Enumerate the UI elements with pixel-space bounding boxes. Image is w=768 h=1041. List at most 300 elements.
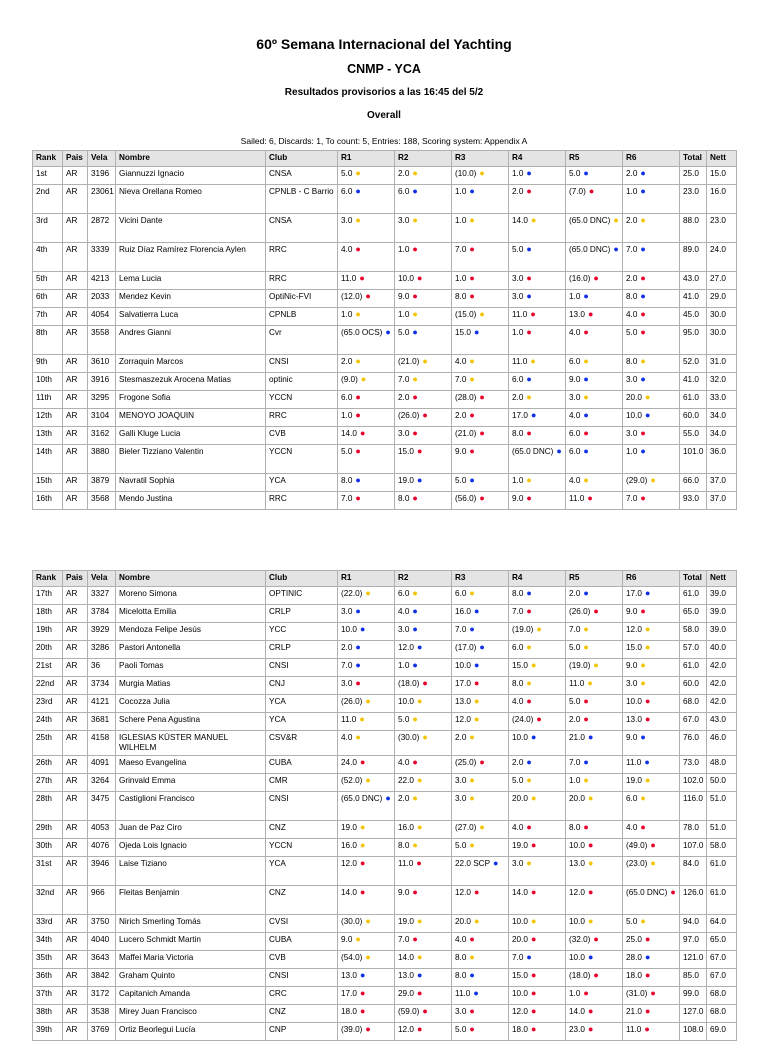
fleet-color-dot-icon: ● xyxy=(530,970,537,980)
race-5-cell xyxy=(566,713,623,731)
column-header: Club xyxy=(266,151,338,167)
race-4-cell xyxy=(509,373,566,391)
column-header: R1 xyxy=(338,151,395,167)
fleet-color-dot-icon: ● xyxy=(359,988,366,998)
table-row xyxy=(33,756,737,774)
club-cell: YCCN xyxy=(266,445,338,474)
race-1-cell xyxy=(338,391,395,409)
fleet-color-dot-icon: ● xyxy=(526,588,532,598)
vela-cell: 3946 xyxy=(88,857,116,886)
fleet-color-dot-icon: ● xyxy=(469,588,475,598)
nett-cell: 51.0 xyxy=(707,792,737,821)
race-score: 6.0 xyxy=(398,589,410,598)
fleet-color-dot-icon: ● xyxy=(473,327,480,337)
race-1-cell xyxy=(338,272,395,290)
race-6-cell xyxy=(623,427,680,445)
pais-cell: AR xyxy=(63,969,88,987)
fleet-color-dot-icon: ● xyxy=(355,168,361,178)
club-cell: CRC xyxy=(266,987,338,1005)
table-row xyxy=(33,774,737,792)
race-2-cell xyxy=(395,427,452,445)
fleet-color-dot-icon: ● xyxy=(640,493,646,503)
rank-cell: 33rd xyxy=(33,915,63,933)
fleet-color-dot-icon: ● xyxy=(587,916,594,926)
column-header: R3 xyxy=(452,151,509,167)
race-score: 8.0 xyxy=(341,476,353,485)
fleet-color-dot-icon: ● xyxy=(469,793,475,803)
race-score: 4.0 xyxy=(341,245,353,254)
fleet-color-dot-icon: ● xyxy=(526,822,532,832)
club-cell: CNJ xyxy=(266,677,338,695)
race-2-cell xyxy=(395,623,452,641)
vela-cell: 3880 xyxy=(88,445,116,474)
race-score: 8.0 xyxy=(398,494,410,503)
club-cell: CNSA xyxy=(266,214,338,243)
nett-cell: 15.0 xyxy=(707,167,737,185)
race-score: 11.0 xyxy=(626,1025,642,1034)
rank-cell: 3rd xyxy=(33,214,63,243)
fleet-color-dot-icon: ● xyxy=(640,273,646,283)
race-2-cell xyxy=(395,659,452,677)
table-row xyxy=(33,1005,737,1023)
pais-cell: AR xyxy=(63,373,88,391)
race-4-cell xyxy=(509,659,566,677)
race-6-cell xyxy=(623,792,680,821)
race-6-cell xyxy=(623,677,680,695)
race-6-cell xyxy=(623,951,680,969)
race-score: 2.0 xyxy=(626,169,638,178)
race-score: (30.0) xyxy=(398,733,420,742)
race-score: 20.0 xyxy=(626,393,642,402)
race-score: (19.0) xyxy=(512,625,534,634)
race-4-cell xyxy=(509,214,566,243)
race-score: 12.0 xyxy=(455,888,471,897)
race-4-cell xyxy=(509,474,566,492)
fleet-color-dot-icon: ● xyxy=(359,428,366,438)
race-6-cell xyxy=(623,391,680,409)
race-score: 8.0 xyxy=(626,357,638,366)
fleet-color-dot-icon: ● xyxy=(644,757,650,767)
vela-cell: 4054 xyxy=(88,308,116,326)
race-score: 12.0 xyxy=(569,888,585,897)
fleet-color-dot-icon: ● xyxy=(355,446,361,456)
race-5-cell xyxy=(566,774,623,792)
race-2-cell xyxy=(395,605,452,623)
race-3-cell xyxy=(452,987,509,1005)
race-score: 11.0 xyxy=(398,859,414,868)
table-row xyxy=(33,933,737,951)
total-cell: 73.0 xyxy=(680,756,707,774)
club-cell: CUBA xyxy=(266,756,338,774)
race-score: 8.0 xyxy=(512,679,524,688)
race-score: 3.0 xyxy=(398,216,410,225)
fleet-color-dot-icon: ● xyxy=(583,291,589,301)
nett-cell: 32.0 xyxy=(707,373,737,391)
fleet-color-dot-icon: ● xyxy=(583,410,589,420)
race-2-cell xyxy=(395,409,452,427)
race-score: 23.0 xyxy=(569,1025,585,1034)
nombre-cell: Juan de Paz Ciro xyxy=(116,821,266,839)
race-2-cell xyxy=(395,821,452,839)
fleet-color-dot-icon: ● xyxy=(469,840,475,850)
race-1-cell xyxy=(338,214,395,243)
race-score: 20.0 xyxy=(512,935,528,944)
race-score: 13.0 xyxy=(569,859,585,868)
race-5-cell xyxy=(566,391,623,409)
results-table-1 xyxy=(32,150,737,510)
fleet-color-dot-icon: ● xyxy=(536,714,542,724)
table-row xyxy=(33,886,737,915)
race-score: 4.0 xyxy=(341,733,353,742)
race-6-cell xyxy=(623,1005,680,1023)
fleet-color-dot-icon: ● xyxy=(422,1006,428,1016)
race-score: 6.0 xyxy=(398,187,410,196)
fleet-color-dot-icon: ● xyxy=(412,660,418,670)
race-score: 10.0 xyxy=(569,953,585,962)
race-score: (12.0) xyxy=(341,292,363,301)
total-cell: 85.0 xyxy=(680,969,707,987)
total-cell: 127.0 xyxy=(680,1005,707,1023)
race-score: (15.0) xyxy=(455,310,477,319)
race-score: 7.0 xyxy=(569,758,581,767)
total-cell: 116.0 xyxy=(680,792,707,821)
total-cell: 41.0 xyxy=(680,373,707,391)
total-cell: 76.0 xyxy=(680,731,707,756)
fleet-color-dot-icon: ● xyxy=(526,775,532,785)
table-row xyxy=(33,792,737,821)
fleet-color-dot-icon: ● xyxy=(530,887,537,897)
table-row xyxy=(33,427,737,445)
race-score: 29.0 xyxy=(398,989,414,998)
race-score: 11.0 xyxy=(341,274,357,283)
race-2-cell xyxy=(395,641,452,659)
fleet-color-dot-icon: ● xyxy=(365,916,371,926)
race-6-cell xyxy=(623,756,680,774)
fleet-color-dot-icon: ● xyxy=(355,678,361,688)
race-1-cell xyxy=(338,605,395,623)
total-cell: 107.0 xyxy=(680,839,707,857)
race-score: (22.0) xyxy=(341,589,363,598)
club-cell: YCA xyxy=(266,695,338,713)
series-summary: Sailed: 6, Discards: 1, To count: 5, Entries: 188, Scoring system: Appendix A xyxy=(240,136,528,146)
race-score: 8.0 xyxy=(512,429,524,438)
rank-cell: 2nd xyxy=(33,185,63,214)
rank-cell: 38th xyxy=(33,1005,63,1023)
race-score: 6.0 xyxy=(341,393,353,402)
pais-cell: AR xyxy=(63,1023,88,1041)
fleet-color-dot-icon: ● xyxy=(583,392,589,402)
race-2-cell xyxy=(395,326,452,355)
fleet-color-dot-icon: ● xyxy=(640,793,646,803)
column-header: Pais xyxy=(63,151,88,167)
race-score: 9.0 xyxy=(398,292,410,301)
club-cell: CRLP xyxy=(266,605,338,623)
race-score: (32.0) xyxy=(569,935,591,944)
race-score: 2.0 xyxy=(512,187,524,196)
race-score: (65.0 DNC) xyxy=(512,447,554,456)
race-score: 15.0 xyxy=(512,661,528,670)
race-score: 4.0 xyxy=(398,758,410,767)
vela-cell: 3538 xyxy=(88,1005,116,1023)
pais-cell: AR xyxy=(63,713,88,731)
race-1-cell xyxy=(338,857,395,886)
total-cell: 65.0 xyxy=(680,605,707,623)
race-score: 16.0 xyxy=(455,607,471,616)
fleet-color-dot-icon: ● xyxy=(469,273,475,283)
column-header: R5 xyxy=(566,571,623,587)
race-score: 11.0 xyxy=(512,310,528,319)
vela-cell: 3475 xyxy=(88,792,116,821)
race-score: (65.0 DNC) xyxy=(341,794,383,803)
table-row xyxy=(33,492,737,510)
race-5-cell xyxy=(566,326,623,355)
fleet-color-dot-icon: ● xyxy=(355,475,361,485)
race-2-cell xyxy=(395,308,452,326)
column-header: R6 xyxy=(623,571,680,587)
race-score: 10.0 xyxy=(569,841,585,850)
race-6-cell xyxy=(623,821,680,839)
race-5-cell xyxy=(566,185,623,214)
race-5-cell xyxy=(566,445,623,474)
club-cell: CMR xyxy=(266,774,338,792)
race-score: 6.0 xyxy=(341,187,353,196)
fleet-color-dot-icon: ● xyxy=(479,642,485,652)
pais-cell: AR xyxy=(63,839,88,857)
race-score: 6.0 xyxy=(512,643,524,652)
nett-cell: 27.0 xyxy=(707,272,737,290)
column-header: Club xyxy=(266,571,338,587)
race-score: 14.0 xyxy=(341,888,357,897)
nombre-cell: Salvatierra Luca xyxy=(116,308,266,326)
table-row xyxy=(33,659,737,677)
nett-cell: 50.0 xyxy=(707,774,737,792)
race-2-cell xyxy=(395,756,452,774)
fleet-color-dot-icon: ● xyxy=(526,858,532,868)
race-score: 10.0 xyxy=(398,274,414,283)
race-score: 13.0 xyxy=(569,310,585,319)
race-5-cell xyxy=(566,677,623,695)
fleet-color-dot-icon: ● xyxy=(526,678,532,688)
race-score: (19.0) xyxy=(569,661,591,670)
rank-cell: 11th xyxy=(33,391,63,409)
pais-cell: AR xyxy=(63,427,88,445)
race-5-cell xyxy=(566,605,623,623)
column-header: Vela xyxy=(88,571,116,587)
race-score: 2.0 xyxy=(569,589,581,598)
total-cell: 66.0 xyxy=(680,474,707,492)
fleet-color-dot-icon: ● xyxy=(640,822,646,832)
fleet-color-dot-icon: ● xyxy=(650,988,656,998)
race-score: 10.0 xyxy=(341,625,357,634)
vela-cell: 3264 xyxy=(88,774,116,792)
race-score: 8.0 xyxy=(455,292,467,301)
nett-cell: 43.0 xyxy=(707,713,737,731)
race-score: 7.0 xyxy=(455,625,467,634)
race-score: 5.0 xyxy=(398,328,410,337)
race-3-cell xyxy=(452,409,509,427)
race-4-cell xyxy=(509,605,566,623)
race-score: 19.0 xyxy=(512,841,528,850)
club-cell: YCCN xyxy=(266,839,338,857)
club-cell: CRLP xyxy=(266,641,338,659)
race-score: 4.0 xyxy=(569,411,581,420)
total-cell: 102.0 xyxy=(680,774,707,792)
fleet-color-dot-icon: ● xyxy=(644,410,651,420)
nombre-cell: Navratil Sophia xyxy=(116,474,266,492)
total-cell: 94.0 xyxy=(680,915,707,933)
fleet-color-dot-icon: ● xyxy=(526,952,532,962)
race-3-cell xyxy=(452,677,509,695)
rank-cell: 35th xyxy=(33,951,63,969)
fleet-color-dot-icon: ● xyxy=(650,858,656,868)
race-3-cell xyxy=(452,933,509,951)
fleet-color-dot-icon: ● xyxy=(526,327,532,337)
race-score: 6.0 xyxy=(569,357,581,366)
fleet-color-dot-icon: ● xyxy=(583,714,589,724)
race-1-cell xyxy=(338,427,395,445)
race-6-cell xyxy=(623,290,680,308)
nombre-cell: Ojeda Lois Ignacio xyxy=(116,839,266,857)
race-1-cell xyxy=(338,915,395,933)
total-cell: 43.0 xyxy=(680,272,707,290)
fleet-color-dot-icon: ● xyxy=(493,858,499,868)
fleet-color-dot-icon: ● xyxy=(526,168,532,178)
fleet-color-dot-icon: ● xyxy=(479,392,485,402)
club-cell: CNZ xyxy=(266,821,338,839)
pais-cell: AR xyxy=(63,391,88,409)
race-1-cell xyxy=(338,243,395,272)
column-header: R3 xyxy=(452,571,509,587)
race-score: 3.0 xyxy=(512,292,524,301)
nett-cell: 16.0 xyxy=(707,185,737,214)
race-6-cell xyxy=(623,641,680,659)
pais-cell: AR xyxy=(63,821,88,839)
race-4-cell xyxy=(509,915,566,933)
race-6-cell xyxy=(623,1023,680,1041)
race-score: 15.0 xyxy=(626,643,642,652)
race-2-cell xyxy=(395,951,452,969)
race-score: 2.0 xyxy=(455,733,467,742)
race-score: 17.0 xyxy=(626,589,642,598)
race-5-cell xyxy=(566,839,623,857)
race-3-cell xyxy=(452,427,509,445)
fleet-color-dot-icon: ● xyxy=(593,970,599,980)
race-score: (16.0) xyxy=(569,274,591,283)
race-score: (59.0) xyxy=(398,1007,420,1016)
vela-cell: 4158 xyxy=(88,731,116,756)
nett-cell: 39.0 xyxy=(707,587,737,605)
club-cell: RRC xyxy=(266,409,338,427)
race-5-cell xyxy=(566,214,623,243)
race-5-cell xyxy=(566,659,623,677)
fleet-color-dot-icon: ● xyxy=(587,1006,594,1016)
fleet-color-dot-icon: ● xyxy=(355,410,361,420)
pais-cell: AR xyxy=(63,290,88,308)
pais-cell: AR xyxy=(63,272,88,290)
pais-cell: AR xyxy=(63,987,88,1005)
vela-cell: 3172 xyxy=(88,987,116,1005)
race-score: 9.0 xyxy=(626,733,638,742)
fleet-color-dot-icon: ● xyxy=(412,309,418,319)
table-body xyxy=(33,587,737,1041)
rank-cell: 31st xyxy=(33,857,63,886)
race-5-cell xyxy=(566,272,623,290)
fleet-color-dot-icon: ● xyxy=(412,606,418,616)
fleet-color-dot-icon: ● xyxy=(583,475,589,485)
race-4-cell xyxy=(509,355,566,373)
fleet-color-dot-icon: ● xyxy=(412,186,418,196)
table-row xyxy=(33,713,737,731)
race-score: 7.0 xyxy=(398,935,410,944)
column-header: Nett xyxy=(707,151,737,167)
pais-cell: AR xyxy=(63,185,88,214)
race-score: (18.0) xyxy=(569,971,591,980)
fleet-color-dot-icon: ● xyxy=(530,356,536,366)
race-5-cell xyxy=(566,915,623,933)
race-score: 1.0 xyxy=(455,274,467,283)
club-cell: CVB xyxy=(266,951,338,969)
race-score: 3.0 xyxy=(569,393,581,402)
nett-cell: 36.0 xyxy=(707,445,737,474)
race-score: (30.0) xyxy=(341,917,363,926)
total-cell: 99.0 xyxy=(680,987,707,1005)
fleet-color-dot-icon: ● xyxy=(355,244,361,254)
race-score: 4.0 xyxy=(512,823,524,832)
nombre-cell: Ruiz Díaz Ramírez Florencia Aylen xyxy=(116,243,266,272)
fleet-color-dot-icon: ● xyxy=(530,309,536,319)
race-3-cell xyxy=(452,792,509,821)
total-cell: 55.0 xyxy=(680,427,707,445)
fleet-color-dot-icon: ● xyxy=(583,327,589,337)
race-score: 3.0 xyxy=(455,776,467,785)
fleet-color-dot-icon: ● xyxy=(640,215,646,225)
race-5-cell xyxy=(566,492,623,510)
pais-cell: AR xyxy=(63,951,88,969)
fleet-color-dot-icon: ● xyxy=(412,327,418,337)
fleet-color-dot-icon: ● xyxy=(416,475,423,485)
race-3-cell xyxy=(452,587,509,605)
race-1-cell xyxy=(338,355,395,373)
race-6-cell xyxy=(623,587,680,605)
fleet-color-dot-icon: ● xyxy=(416,446,423,456)
pais-cell: AR xyxy=(63,792,88,821)
race-2-cell xyxy=(395,886,452,915)
race-score: (31.0) xyxy=(626,989,648,998)
nombre-cell: Moreno Simona xyxy=(116,587,266,605)
fleet-color-dot-icon: ● xyxy=(479,168,485,178)
race-3-cell xyxy=(452,605,509,623)
vela-cell: 3162 xyxy=(88,427,116,445)
page-title: 60º Semana Internacional del Yachting xyxy=(256,36,512,52)
club-cell: CNSI xyxy=(266,355,338,373)
fleet-color-dot-icon: ● xyxy=(355,186,361,196)
fleet-color-dot-icon: ● xyxy=(416,952,423,962)
race-score: 1.0 xyxy=(341,310,353,319)
race-score: 11.0 xyxy=(569,494,585,503)
race-6-cell xyxy=(623,373,680,391)
race-3-cell xyxy=(452,915,509,933)
fleet-color-dot-icon: ● xyxy=(469,934,475,944)
race-5-cell xyxy=(566,308,623,326)
fleet-color-dot-icon: ● xyxy=(355,606,361,616)
race-4-cell xyxy=(509,713,566,731)
fleet-color-dot-icon: ● xyxy=(416,822,423,832)
nombre-cell: Mirey Juan Francisco xyxy=(116,1005,266,1023)
race-score: 6.0 xyxy=(569,429,581,438)
race-score: 22.0 SCP xyxy=(455,859,491,868)
race-score: 7.0 xyxy=(512,607,524,616)
race-score: 17.0 xyxy=(341,989,357,998)
